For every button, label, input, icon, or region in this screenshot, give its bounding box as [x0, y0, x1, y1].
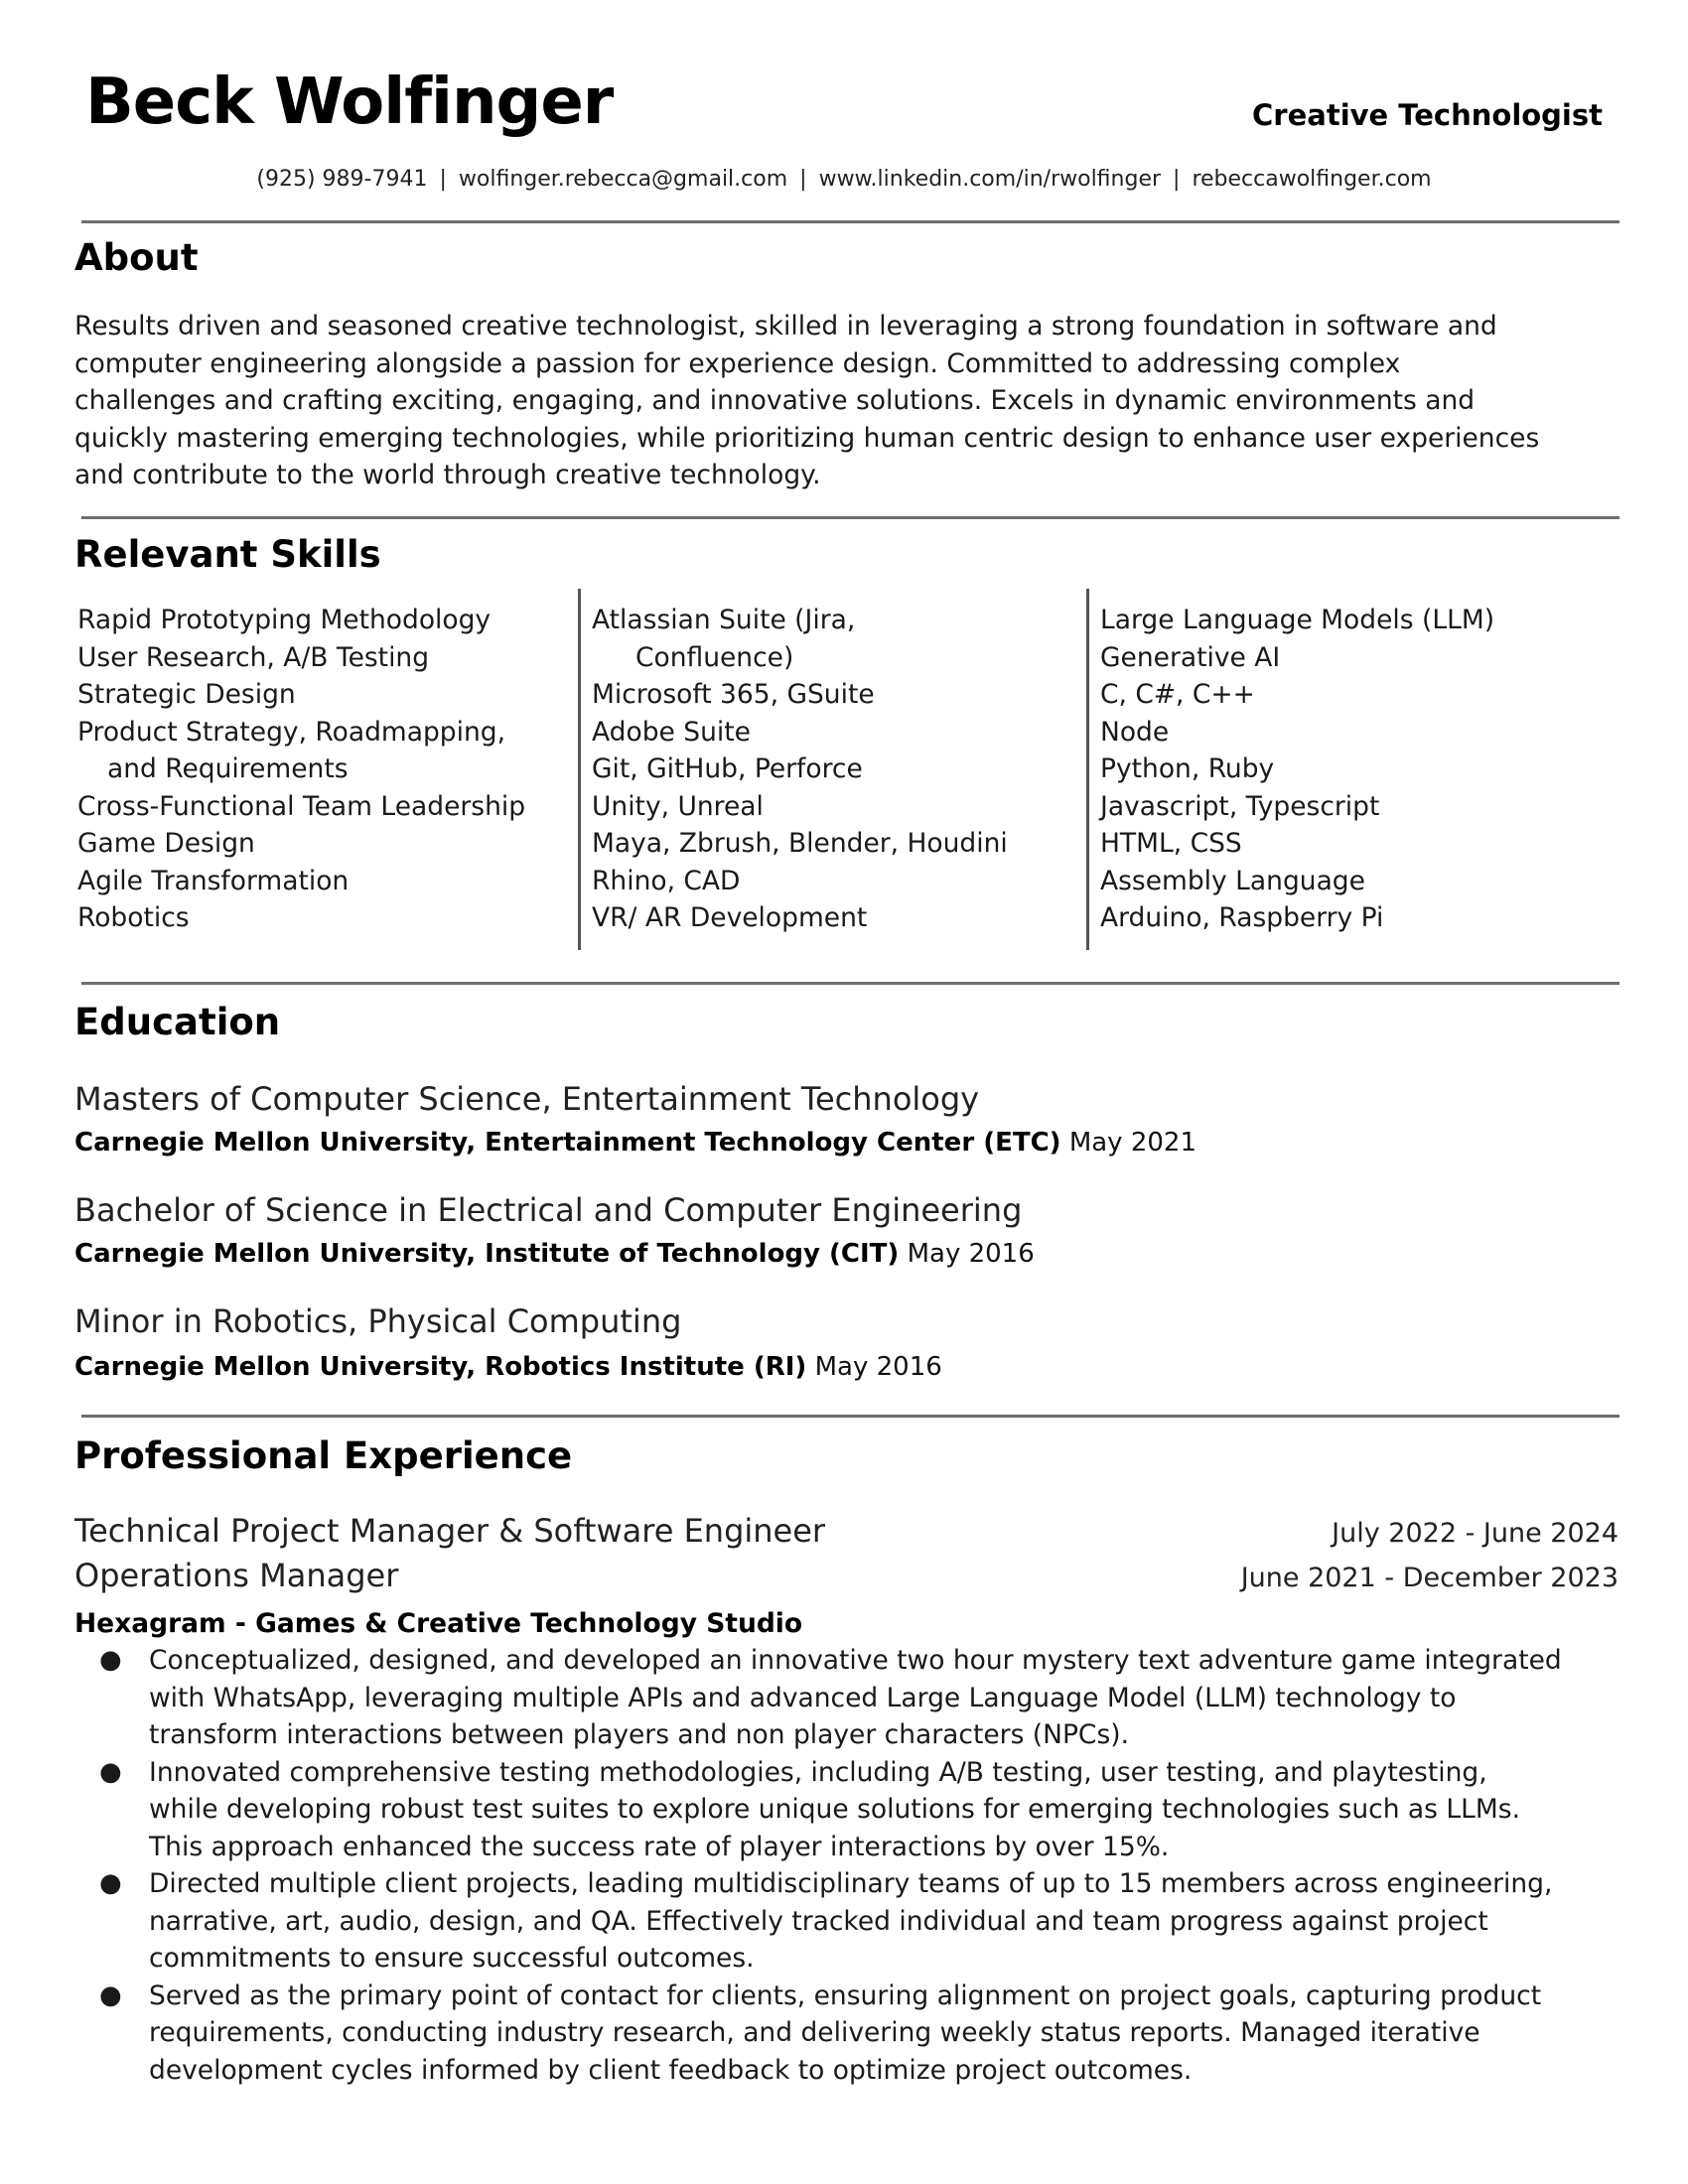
skill-item: Game Design — [77, 828, 255, 859]
skill-item: Arduino, Raspberry Pi — [1100, 902, 1384, 933]
education-heading: Education — [74, 1001, 281, 1043]
skill-item: Atlassian Suite (Jira, — [592, 605, 856, 635]
skill-item: Cross-Functional Team Leadership — [77, 790, 526, 822]
school-line — [74, 1128, 1196, 1158]
skill-item: Rhino, CAD — [592, 865, 741, 896]
bullet-dot: ● — [99, 1868, 122, 1898]
skills-heading: Relevant Skills — [74, 533, 381, 576]
skill-item: VR/ AR Development — [592, 902, 868, 933]
contact-line — [0, 167, 1688, 192]
section-divider — [81, 1415, 1619, 1418]
degree-title: Minor in Robotics, Physical Computing — [74, 1302, 682, 1340]
skill-item: Unity, Unreal — [592, 790, 764, 822]
skill-item: Git, GitHub, Perforce — [592, 753, 863, 784]
email-link[interactable]: wolfinger.rebecca@gmail.com — [458, 167, 788, 192]
bullet-item — [99, 1978, 1633, 2090]
bullet-line: Served as the primary point of contact for clients, ensuring alignment on project goals, capturing product — [149, 1979, 1542, 2011]
degree-title: Masters of Computer Science, Entertainment Technology — [74, 1080, 980, 1118]
column-divider — [1086, 589, 1089, 950]
school-line — [74, 1352, 942, 1382]
skill-item: Strategic Design — [77, 679, 296, 710]
skills-column-2 — [592, 602, 1008, 937]
role-dates: July 2022 - June 2024 — [1332, 1518, 1618, 1549]
about-line: computer engineering alongside a passion for experience design. Committed to addressing complex — [74, 347, 1401, 379]
skill-item: Javascript, Typescript — [1100, 790, 1380, 822]
graduation-date: May 2021 — [1068, 1128, 1196, 1158]
skill-item-continuation: Confluence) — [635, 641, 794, 673]
bullet-line: requirements, conducting industry research, and delivering weekly status reports. Managed iterative — [149, 2017, 1480, 2048]
bullet-line: transform interactions between players and non player characters (NPCs). — [149, 1719, 1130, 1750]
contact-separator: | — [1173, 167, 1181, 192]
candidate-name: Beck Wolfinger — [85, 66, 614, 139]
skill-item: Generative AI — [1100, 641, 1281, 673]
skill-item: Microsoft 365, GSuite — [592, 679, 875, 710]
section-divider — [81, 516, 1619, 519]
section-divider — [81, 220, 1619, 223]
school-name: Carnegie Mellon University, Entertainment Technology Center (ETC) — [74, 1128, 1061, 1158]
school-name: Carnegie Mellon University, Robotics Institute (RI) — [74, 1352, 807, 1382]
school-line — [74, 1239, 1035, 1269]
skill-item: Maya, Zbrush, Blender, Houdini — [592, 828, 1008, 859]
about-line: challenges and crafting exciting, engaging, and innovative solutions. Excels in dynamic environments and — [74, 385, 1476, 416]
about-line: and contribute to the world through creative technology. — [74, 460, 821, 490]
bullet-item — [99, 1865, 1633, 1978]
about-text — [74, 308, 1623, 494]
linkedin-link[interactable]: www.linkedin.com/in/rwolfinger — [818, 167, 1162, 192]
experience-bullets — [99, 1642, 1633, 2089]
school-name: Carnegie Mellon University, Institute of Technology (CIT) — [74, 1239, 900, 1269]
bullet-line: Conceptualized, designed, and developed an innovative two hour mystery text adventure game integrated — [149, 1645, 1562, 1676]
bullet-item — [99, 1754, 1633, 1866]
bullet-line: with WhatsApp, leveraging multiple APIs and advanced Large Language Model (LLM) technology to — [149, 1682, 1457, 1713]
skill-item-continuation: and Requirements — [107, 753, 349, 784]
skill-item: Node — [1100, 716, 1170, 748]
bullet-dot: ● — [99, 1645, 122, 1675]
about-line: quickly mastering emerging technologies, while prioritizing human centric design to enhance user experiences — [74, 422, 1540, 454]
graduation-date: May 2016 — [814, 1352, 942, 1382]
bullet-line: while developing robust test suites to explore unique solutions for emerging technologies such as LLMs. — [149, 1794, 1521, 1825]
section-divider — [81, 982, 1619, 985]
website-link[interactable]: rebeccawolfinger.com — [1192, 167, 1432, 192]
skill-item: User Research, A/B Testing — [77, 641, 430, 673]
skills-column-3 — [1100, 602, 1494, 937]
skill-item: C, C#, C++ — [1100, 679, 1255, 710]
column-divider — [578, 589, 581, 950]
bullet-dot: ● — [99, 1979, 122, 2010]
skills-column-1 — [77, 602, 525, 937]
company-name: Hexagram - Games & Creative Technology Studio — [74, 1608, 803, 1639]
role-dates: June 2021 - December 2023 — [1240, 1563, 1618, 1593]
skill-item: Adobe Suite — [592, 716, 751, 748]
role-title: Technical Project Manager & Software Engineer — [74, 1512, 826, 1550]
graduation-date: May 2016 — [907, 1239, 1035, 1269]
degree-title: Bachelor of Science in Electrical and Computer Engineering — [74, 1191, 1023, 1229]
about-heading: About — [74, 236, 199, 279]
contact-separator: | — [439, 167, 447, 192]
about-line: Results driven and seasoned creative technologist, skilled in leveraging a strong foundation in software and — [74, 311, 1497, 341]
skill-item: HTML, CSS — [1100, 828, 1242, 859]
contact-separator: | — [799, 167, 807, 192]
bullet-line: development cycles informed by client feedback to optimize project outcomes. — [149, 2054, 1193, 2086]
skill-item: Robotics — [77, 902, 190, 933]
skill-item: Agile Transformation — [77, 865, 350, 896]
bullet-item — [99, 1642, 1633, 1754]
bullet-line: Innovated comprehensive testing methodologies, including A/B testing, user testing, and playtesting, — [149, 1756, 1487, 1788]
skill-item: Large Language Models (LLM) — [1100, 605, 1495, 635]
phone-number: (925) 989-7941 — [256, 167, 428, 192]
skill-item: Rapid Prototyping Methodology — [77, 605, 492, 635]
job-title: Creative Technologist — [1252, 98, 1603, 132]
bullet-line: narrative, art, audio, design, and QA. Effectively tracked individual and team progress against project — [149, 1905, 1488, 1937]
bullet-dot: ● — [99, 1756, 122, 1787]
bullet-line: Directed multiple client projects, leading multidisciplinary teams of up to 15 members across engineering, — [149, 1868, 1553, 1899]
skill-item: Product Strategy, Roadmapping, — [77, 716, 506, 748]
skill-item: Python, Ruby — [1100, 753, 1275, 784]
role-title: Operations Manager — [74, 1557, 399, 1594]
bullet-line: commitments to ensure successful outcomes. — [149, 1943, 755, 1974]
experience-heading: Professional Experience — [74, 1434, 573, 1477]
skill-item: Assembly Language — [1100, 865, 1365, 896]
bullet-line: This approach enhanced the success rate of player interactions by over 15%. — [149, 1831, 1170, 1862]
